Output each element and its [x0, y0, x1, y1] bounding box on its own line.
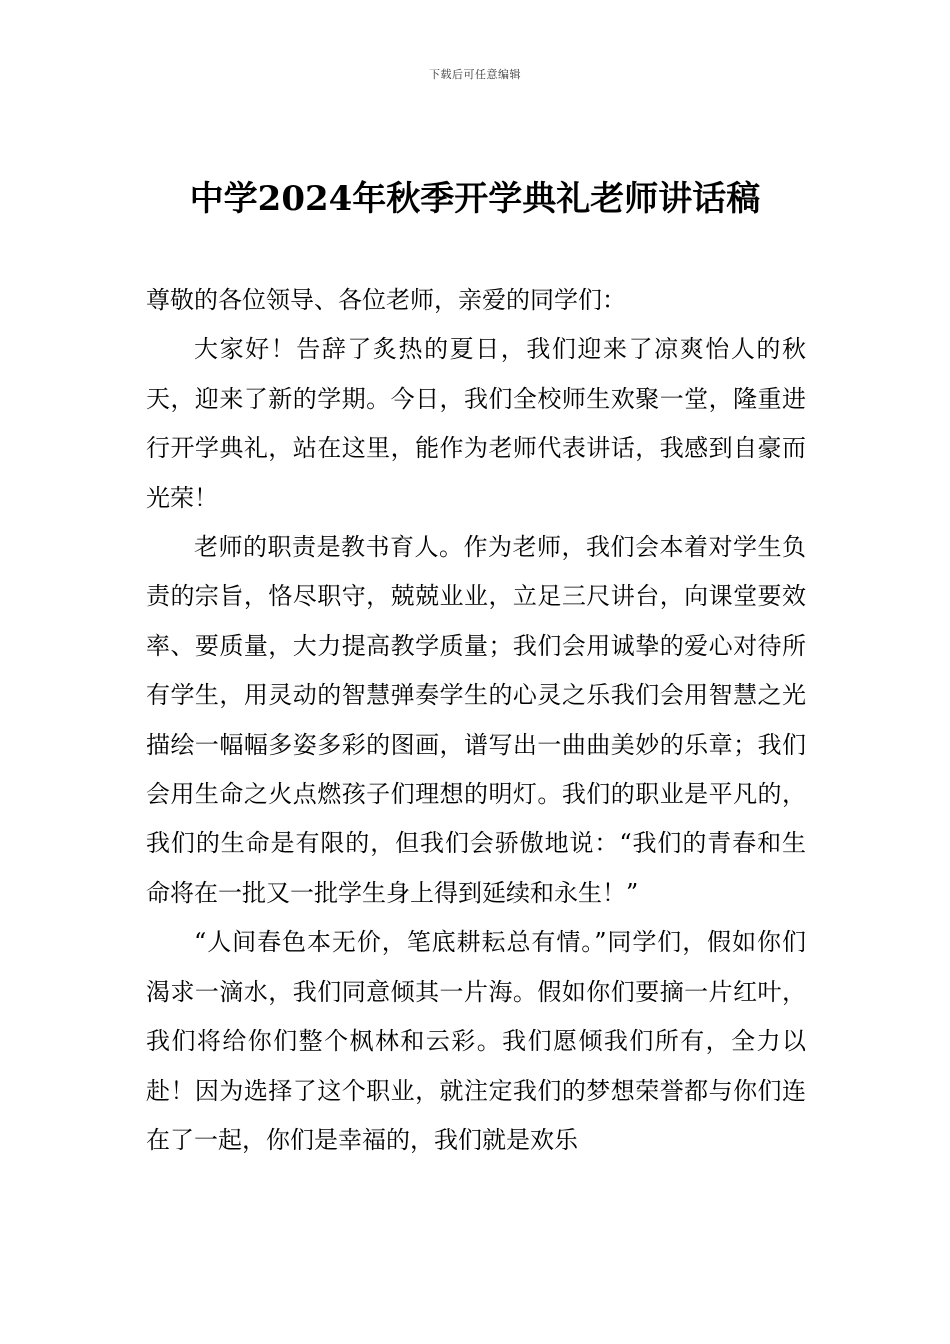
paragraph-2: 老师的职责是教书育人。作为老师，我们会本着对学生负责的宗旨，恪尽职守，兢兢业业，立足三尺讲台，向课堂要效率、要质量，大力提高教学质量；我们会用诚挚的爱心对待所有学生，用灵动的智慧弹奏学生的心灵之乐我们会用智慧之光描绘一幅幅多姿多彩的图画，谱写出一曲曲美妙的乐章；我们会用生命之火点燃孩子们理想的明灯。我们的职业是平凡的，我们的生命是有限的，但我们会骄傲地说：“我们的青春和生命将在一批又一批学生身上得到延续和永生！”	[146, 533, 806, 907]
paragraph-1: 大家好！告辞了炙热的夏日，我们迎来了凉爽怡人的秋天，迎来了新的学期。今日，我们全校师生欢聚一堂，隆重进行开学典礼，站在这里，能作为老师代表讲话，我感到自豪而光荣！	[146, 335, 806, 512]
salutation: 尊敬的各位领导、各位老师，亲爱的同学们：	[146, 286, 626, 314]
header-note: 下载后可任意编辑	[429, 68, 521, 81]
document-title: 中学2024年秋季开学典礼老师讲话稿	[189, 179, 761, 219]
paragraph-3: “人间春色本无价，笔底耕耘总有情。”同学们，假如你们渴求一滴水，我们同意倾其一片海。假如你们要摘一片红叶，我们将给你们整个枫林和云彩。我们愿倾我们所有，全力以赴！因为选择了这个职业，就注定我们的梦想荣誉都与你们连在了一起，你们是幸福的，我们就是欢乐	[146, 928, 806, 1154]
document-body	[146, 276, 806, 1165]
